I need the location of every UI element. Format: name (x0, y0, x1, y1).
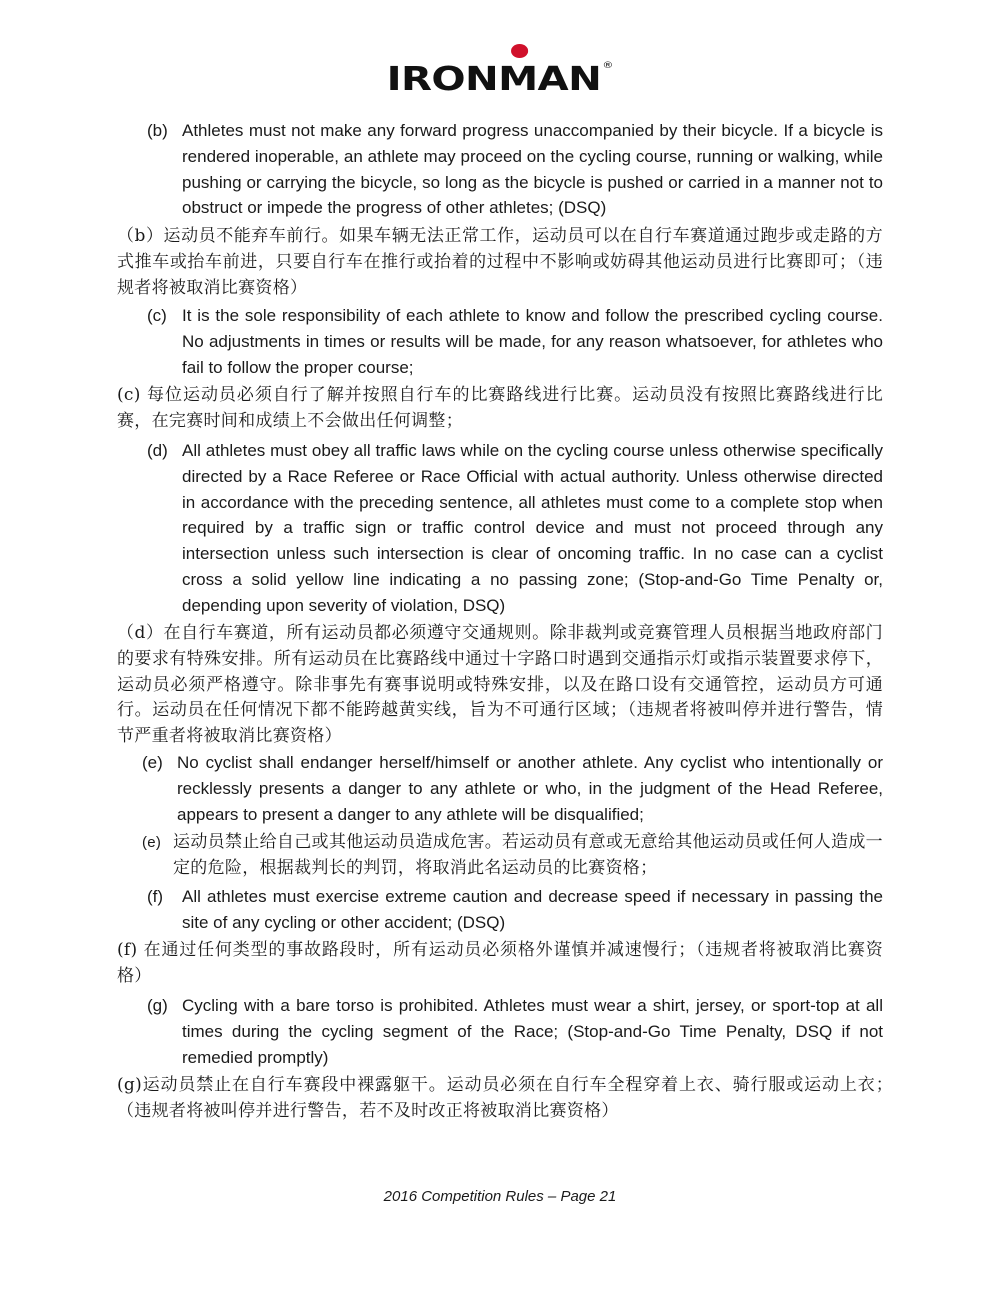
rule-g-en (147, 993, 883, 1070)
rule-e-zh (142, 830, 883, 882)
logo-dot-icon (511, 44, 528, 58)
rule-f-zh: (f) 在通过任何类型的事故路段时，所有运动员必须格外谨慎并减速慢行；（违规者将被取消比赛资格） (117, 940, 883, 986)
rule-text: All athletes must exercise extreme caution and decrease speed if necessary in passing the site of any cycling or other accident; (DSQ) (182, 887, 883, 932)
rule-b-zh: （b）运动员不能弃车前行。如果车辆无法正常工作，运动员可以在自行车赛道通过跑步或走路的方式推车或抬车前进，只要自行车在推行或抬着的过程中不影响或妨碍其他运动员进行比赛即可；（违规者将被取消比赛资格） (117, 226, 883, 298)
rule-text: All athletes must obey all traffic laws while on the cycling course unless otherwise specifically directed by a Race Referee or Race Official with actual authority. Unless otherwise directed in accordance with the preceding sentence, all athletes must come to a complete stop when required by a traffic sign or traffic control device and must not proceed through any intersection unless such intersection is clear of oncoming traffic. In no case can a cyclist cross a solid yellow line indicating a no passing zone; (Stop-and-Go Time Penalty or, depending upon severity of violation, DSQ) (182, 441, 883, 615)
rule-label: (b) (147, 121, 168, 140)
rule-text: Cycling with a bare torso is prohibited. Athletes must wear a shirt, jersey, or sport-top at all times during the cycling segment of the Race; (Stop-and-Go Time Penalty, DSQ if not remedied promptly) (182, 996, 883, 1067)
logo-text: IRONMAN (386, 59, 602, 98)
rule-b-en (147, 118, 883, 221)
rule-label: (f) (147, 887, 164, 906)
ironman-logo (0, 44, 1000, 98)
rule-label: (g) (147, 996, 168, 1015)
rule-d-zh: （d）在自行车赛道，所有运动员都必须遵守交通规则。除非裁判或竞赛管理人员根据当地政府部门的要求有特殊安排。所有运动员在比赛路线中通过十字路口时遇到交通指示灯或指示装置要求停下，运动员必须严格遵守。除非事先有赛事说明或特殊安排，以及在路口设有交通管控，运动员方可通行。运动员在任何情况下都不能跨越黄实线，旨为不可通行区域；（违规者将被叫停并进行警告，情节严重者将被取消比赛资格） (117, 623, 883, 747)
rule-text: No cyclist shall endanger herself/himself or another athlete. Any cyclist who intentionally or recklessly presents a danger to any athlete or who, in the judgment of the Head Referee, appears to present a danger to any athlete will be disqualified; (177, 753, 883, 824)
rule-c-zh: (c) 每位运动员必须自行了解并按照自行车的比赛路线进行比赛。运动员没有按照比赛路线进行比赛，在完赛时间和成绩上不会做出任何调整； (117, 385, 883, 431)
rule-text: 运动员禁止给自己或其他运动员造成危害。若运动员有意或无意给其他运动员或任何人造成一定的危险，根据裁判长的判罚，将取消此名运动员的比赛资格； (173, 832, 883, 878)
rule-text: It is the sole responsibility of each athlete to know and follow the prescribed cycling course. No adjustments in times or results will be made, for any reason whatsoever, for athletes who fail to follow the proper course; (182, 306, 883, 377)
rule-c-en (147, 303, 883, 380)
logo-reg-mark: ® (602, 61, 614, 71)
page-footer: 2016 Competition Rules – Page 21 (383, 1188, 617, 1205)
rule-label: (e) (142, 753, 163, 772)
rule-label: (d) (147, 441, 168, 460)
rule-label: (e) (142, 834, 162, 851)
rule-text: Athletes must not make any forward progress unaccompanied by their bicycle. If a bicycle is rendered inoperable, an athlete may proceed on the cycling course, running or walking, while pushing or carrying the bicycle, so long as the bicycle is pushed or carried in a manner not to obstruct or impede the progress of other athletes; (DSQ) (182, 121, 883, 218)
rule-d-en (147, 438, 883, 619)
rule-f-en (147, 884, 883, 936)
rule-e-en (142, 750, 883, 827)
rule-label: (c) (147, 306, 167, 325)
rule-g-zh: (g)运动员禁止在自行车赛段中裸露躯干。运动员必须在自行车全程穿着上衣、骑行服或运动上衣；（违规者将被叫停并进行警告，若不及时改正将被取消比赛资格） (117, 1075, 893, 1121)
